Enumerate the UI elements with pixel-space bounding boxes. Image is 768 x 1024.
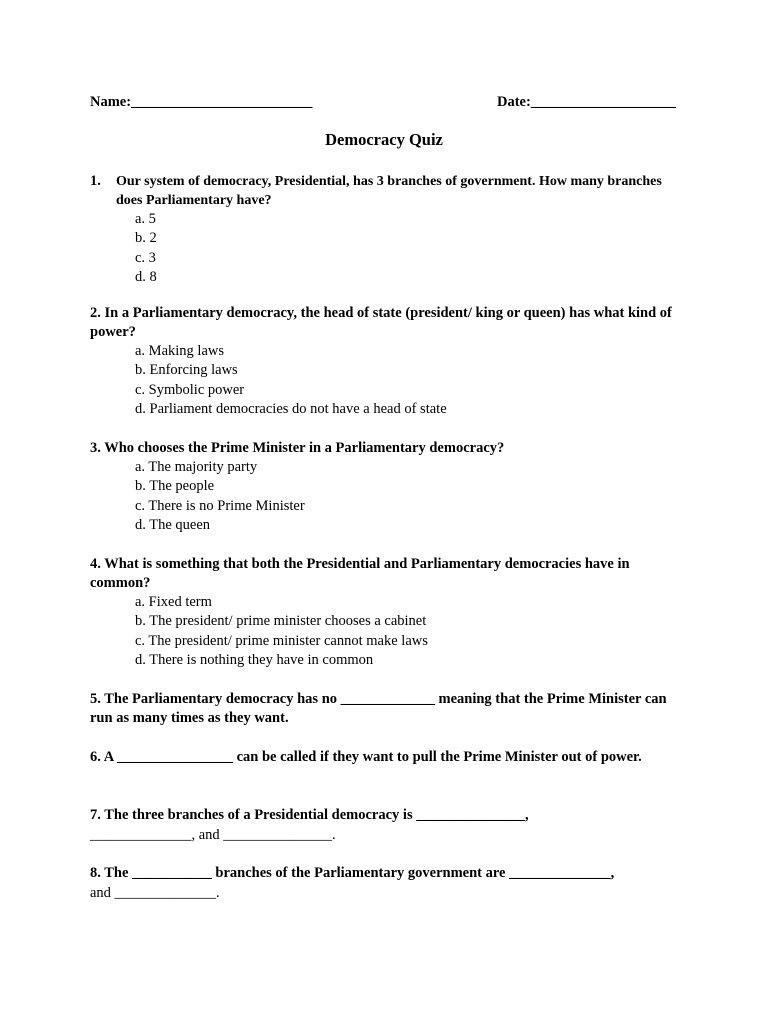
question-6-text: 6. A ________________ can be called if they want to pull the Prime Minister out of power. — [90, 749, 642, 765]
option-b: b. 2 — [135, 230, 157, 247]
question-2-text: 2. In a Parliamentary democracy, the head of state (president/ king or queen) has what kind of power? — [90, 305, 672, 340]
question-7 — [90, 806, 690, 845]
option-a: a. Making laws — [135, 343, 224, 359]
option-a: a. The majority party — [135, 459, 258, 475]
question-5 — [90, 690, 690, 728]
question-6 — [90, 748, 690, 767]
option-d: d. 8 — [135, 268, 157, 285]
header-row — [90, 94, 680, 114]
option-c: c. Symbolic power — [135, 381, 245, 398]
question-3-text: 3. Who chooses the Prime Minister in a Parliamentary democracy? — [90, 440, 505, 456]
option-b: b. Enforcing laws — [135, 362, 238, 379]
option-c: c. There is no Prime Minister — [135, 497, 305, 514]
option-d: d. There is nothing they have in common — [135, 651, 374, 668]
option-b: b. The president/ prime minister chooses a cabinet — [135, 613, 427, 630]
question-8-line-1: 8. The ___________ branches of the Parliamentary government are ______________, — [90, 865, 615, 881]
question-1-number: 1. — [90, 173, 101, 189]
option-b: b. The people — [135, 478, 215, 495]
option-a: a. Fixed term — [135, 594, 212, 610]
option-d: d. The queen — [135, 516, 211, 533]
question-2-options — [90, 342, 690, 419]
question-8 — [90, 864, 690, 903]
name-field: Name:_________________________ — [90, 94, 313, 110]
question-4-options — [90, 593, 690, 670]
question-5-text: 5. The Parliamentary democracy has no _____________ meaning that the Prime Minister can run as many times as they want. — [90, 691, 667, 726]
question-3-options — [90, 458, 690, 535]
question-1 — [90, 172, 690, 287]
question-7-line-2: ______________, and _______________. — [90, 826, 336, 843]
question-1-text: Our system of democracy, Presidential, has 3 branches of government. How many branches does Parliamentary have? — [116, 174, 662, 208]
question-7-line-1: 7. The three branches of a Presidential democracy is _______________, — [90, 807, 529, 823]
option-c: c. 3 — [135, 249, 156, 266]
question-3 — [90, 439, 690, 535]
option-d: d. Parliament democracies do not have a head of state — [135, 400, 447, 417]
option-a: a. 5 — [135, 211, 156, 227]
option-c: c. The president/ prime minister cannot make laws — [135, 632, 428, 649]
question-4-text: 4. What is something that both the Presidential and Parliamentary democracies have in common? — [90, 556, 630, 591]
question-4 — [90, 555, 690, 670]
date-field: Date:____________________ — [497, 94, 676, 110]
quiz-title: Democracy Quiz — [325, 130, 443, 149]
question-2 — [90, 304, 690, 419]
question-8-line-2: and ______________. — [90, 884, 220, 901]
question-1-options — [90, 210, 690, 287]
